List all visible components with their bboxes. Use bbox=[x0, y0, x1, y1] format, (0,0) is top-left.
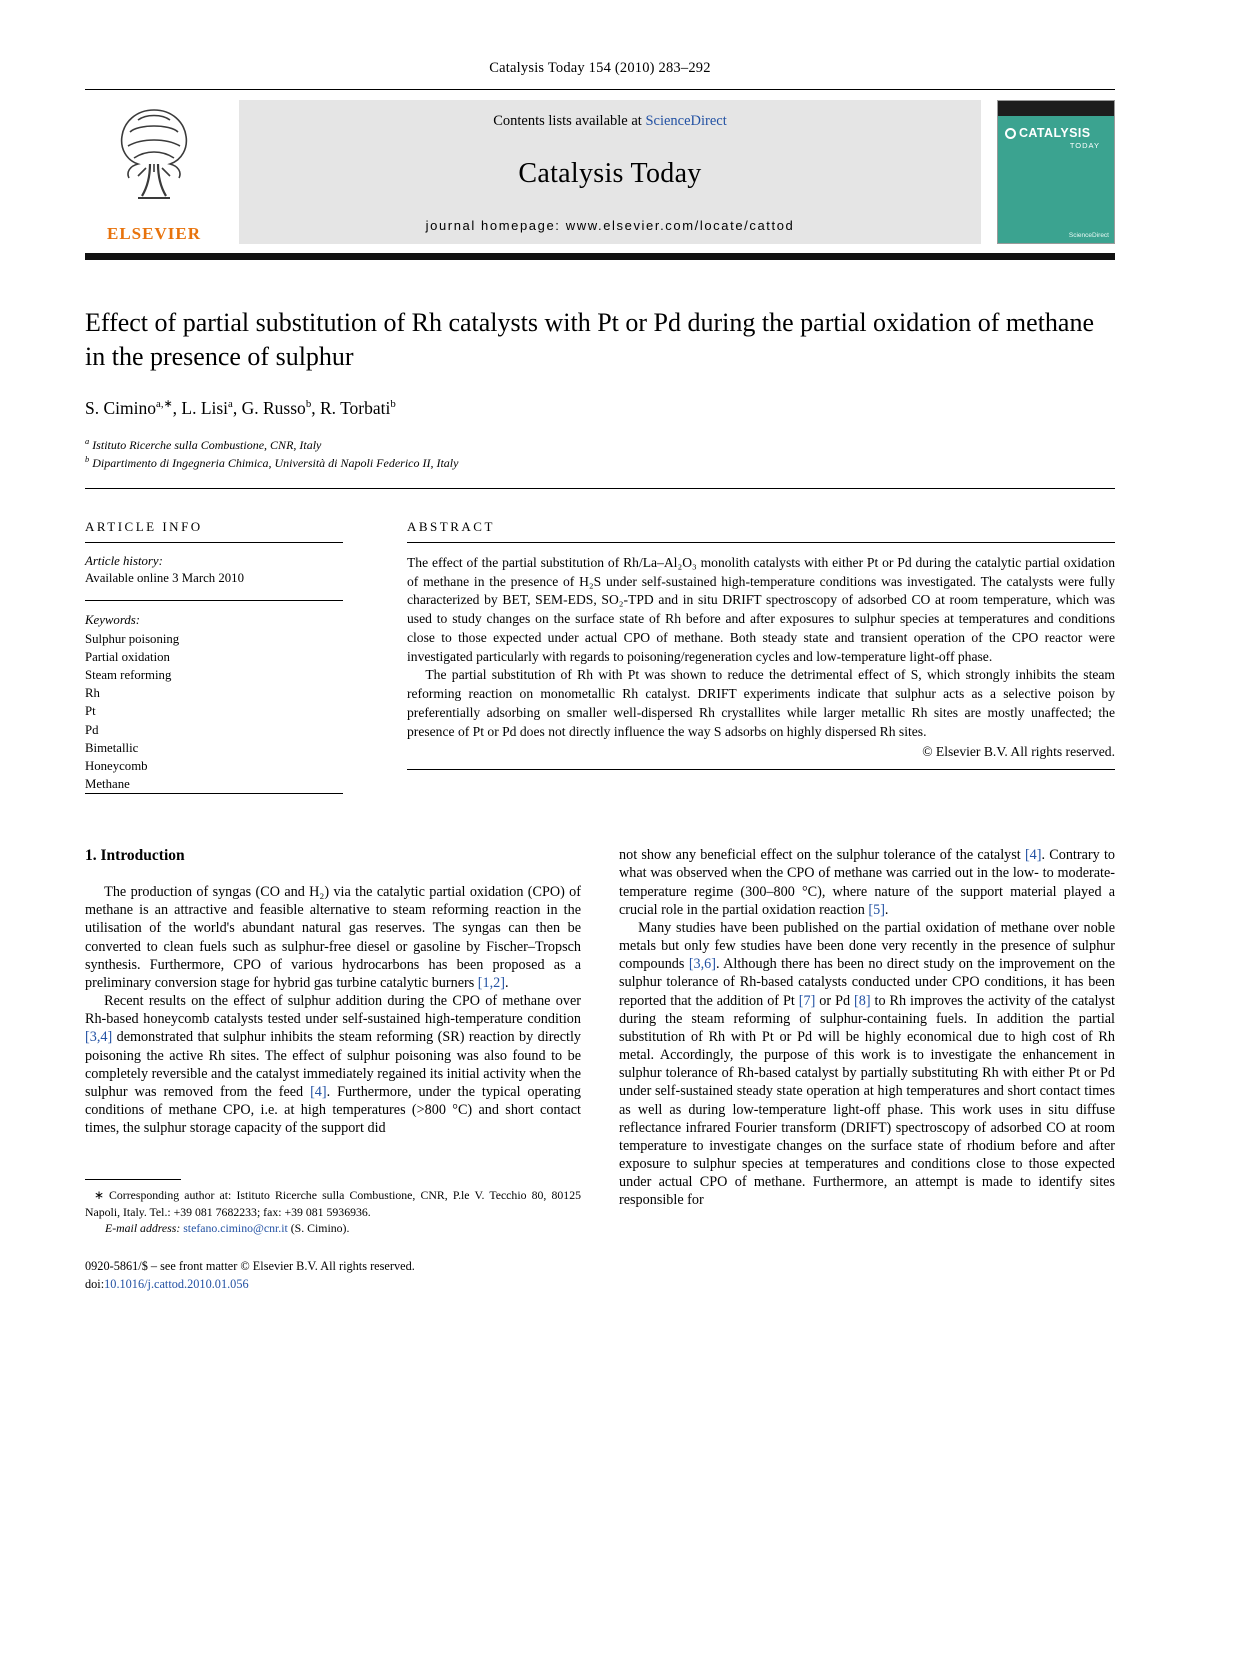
homepage-line bbox=[247, 218, 973, 233]
citation-link[interactable]: [4] bbox=[310, 1083, 327, 1100]
journal-citation: Catalysis Today 154 (2010) 283–292 bbox=[489, 60, 711, 76]
header-divider-bar bbox=[85, 253, 1115, 260]
article-body bbox=[85, 846, 1115, 1294]
keyword: Pt bbox=[85, 704, 96, 719]
sciencedirect-link[interactable]: ScienceDirect bbox=[645, 113, 727, 129]
citation-link[interactable]: [8] bbox=[854, 992, 871, 1009]
abstract-column bbox=[407, 519, 1115, 794]
affiliation-divider bbox=[85, 488, 1115, 489]
affiliation: $^b$ Dipartimento di Ingegneria Chimica, Università di Napoli Federico II, Italy bbox=[85, 455, 459, 471]
affiliation: $^a$ Istituto Ricerche sulla Combustione, CNR, Italy bbox=[85, 436, 322, 452]
author-list bbox=[85, 398, 1115, 419]
body-column-left bbox=[85, 846, 581, 1294]
citation-link[interactable]: [3,6] bbox=[688, 956, 716, 973]
abstract-bottom-rule bbox=[407, 769, 1115, 770]
keyword: Rh bbox=[85, 686, 100, 701]
footnote-rule bbox=[85, 1179, 181, 1180]
elsevier-logo[interactable] bbox=[85, 100, 223, 244]
author: S. Cimino$^{a,∗}$, bbox=[85, 397, 182, 418]
email-link[interactable]: stefano.cimino@cnr.it bbox=[183, 1220, 288, 1235]
abstract-paragraph: The partial substitution of Rh with Pt was shown to reduce the detrimental effect of S, which strongly inhibits the steam reforming reaction on monometallic Rh catalyst. DRIFT experiments indicate that sulphur acts as a selective poison by preferentially adsorbing on smaller well-dispersed Rh crystallites while larger metallic Rh sites are mostly unaffected; the presence of Pt or Pd does not directly influence the way S adsorbs on highly dispersed Rh sites. bbox=[407, 667, 1115, 739]
footnote-block bbox=[85, 1179, 581, 1236]
article-title: Effect of partial substitution of Rh catalysts with Pt or Pd during the partial oxidation of methane in the presence of sulphur bbox=[85, 308, 1094, 372]
issn-line: 0920-5861/$ – see front matter © Elsevier B.V. All rights reserved. bbox=[85, 1259, 415, 1274]
info-abstract-section bbox=[85, 519, 1115, 794]
affiliation-list bbox=[85, 436, 1115, 473]
keyword: Methane bbox=[85, 777, 130, 792]
keyword: Sulphur poisoning bbox=[85, 631, 180, 646]
author-superscript: a bbox=[228, 397, 233, 410]
doi-line bbox=[85, 1276, 581, 1294]
article-info-heading: ARTICLE INFO bbox=[85, 518, 203, 534]
doi-label: doi: bbox=[85, 1277, 105, 1292]
journal-cover-thumbnail[interactable] bbox=[997, 100, 1115, 244]
email-label: E-mail address: bbox=[105, 1220, 181, 1235]
info-bottom-rule bbox=[85, 793, 343, 794]
journal-title: Catalysis Today bbox=[518, 158, 702, 189]
cover-top-strip bbox=[998, 101, 1114, 116]
email-suffix: (S. Cimino). bbox=[287, 1220, 350, 1235]
publication-footer bbox=[85, 1258, 581, 1294]
author-superscript: a,∗ bbox=[156, 397, 173, 410]
citation-link[interactable]: [7] bbox=[798, 992, 816, 1009]
info-divider bbox=[85, 600, 343, 601]
keyword: Bimetallic bbox=[85, 740, 139, 755]
abstract-heading: ABSTRACT bbox=[407, 518, 495, 534]
author: L. Lisi$^a$, bbox=[181, 397, 242, 418]
author-superscript: b bbox=[305, 397, 312, 410]
cover-ring-icon bbox=[1005, 128, 1016, 139]
keyword: Pd bbox=[85, 722, 99, 737]
paragraph: Many studies have been published on the partial oxidation of methane over noble metals but only few studies have been done very recently in the presence of sulphur compounds [3,6]. Although there has been no direct study on the improvement on the sulphur tolerance of Rh-based catalysts conducted under CPO conditions, it has been reported that the addition of Pt [7] or Pd [8] to Rh improves the activity of the catalyst during the steam reforming of sulphur-containing fuels. In addition the partial substitution of Rh with Pt or Pd will be highly economical due to high cost of Rh metal. Accordingly, the purpose of this work is to investigate the enhancement in sulphur tolerance of Rh-based catalyst by partially substituting Rh with either Pt or Pd under self-sustained steady state operation at high temperatures and short contact times as well as during low-temperature light-off phase. This work uses in situ diffuse reflectance infrared Fourier transform (DRIFT) spectroscopy of adsorbed CO at room temperature to investigate changes on the surface state of rhodium before and after exposure to sulphur species at temperatures and conditions close to those expected under actual CPO of methane. Furthermore, an attempt is made to identify sites responsible for bbox=[619, 919, 1115, 1209]
homepage-label: journal homepage: bbox=[425, 218, 566, 233]
article-history-label: Article history: bbox=[85, 553, 163, 568]
author-superscript: b bbox=[390, 397, 396, 410]
homepage-url-link[interactable]: www.elsevier.com/locate/cattod bbox=[565, 218, 795, 233]
keyword: Partial oxidation bbox=[85, 649, 170, 664]
article-info-column bbox=[85, 519, 343, 794]
body-column-right bbox=[619, 846, 1115, 1294]
article-page bbox=[85, 0, 1115, 1294]
elsevier-tree-icon bbox=[108, 102, 200, 206]
heading-rule bbox=[407, 542, 1115, 543]
citation-link[interactable]: [5] bbox=[868, 901, 885, 918]
cover-title-text: CATALYSIS bbox=[1019, 126, 1091, 140]
journal-header bbox=[85, 100, 1115, 244]
author: G. Russo$^b$, bbox=[241, 397, 320, 418]
keyword: Steam reforming bbox=[85, 668, 172, 683]
paragraph: The production of syngas (CO and H₂) via the catalytic partial oxidation (CPO) of methane is an attractive and feasible alternative to steam reforming reaction in the utilisation of the world's abundant natural gas reserves. The syngas can then be converted to clean fuels such as sulphur-free diesel or gasoline by Fischer–Tropsch synthesis. Furthermore, CPO of various hydrocarbons has been proposed as a preliminary conversion stage for hybrid gas turbine catalytic burners [1,2]. bbox=[85, 884, 581, 991]
copyright-line: © Elsevier B.V. All rights reserved. bbox=[922, 744, 1115, 760]
article-history-value: Available online 3 March 2010 bbox=[85, 570, 244, 585]
author: R. Torbati$^b$ bbox=[319, 397, 396, 418]
abstract-paragraph: The effect of the partial substitution of Rh/La–Al₂O₃ monolith catalysts with either Pt or Pd during the catalytic partial oxidation of methane in the presence of H₂S under self-sustained high-temperature conditions was investigated. The catalysts were fully characterized by BET, SEM-EDS, SO₂-TPD and in situ DRIFT spectroscopy of adsorbed CO at room temperature, which was used to study changes on the surface state of Rh before and after exposures to sulphur species at temperatures and conditions close to those expected under actual CPO of methane. Both steady state and transient operation of the CPO reactor were investigated particularly with regards to poisoning/regeneration cycles and low-temperature light-off phase. bbox=[407, 554, 1115, 664]
citation-link[interactable]: [1,2] bbox=[477, 974, 505, 991]
introduction-heading: 1. Introduction bbox=[85, 847, 185, 865]
doi-link[interactable]: 10.1016/j.cattod.2010.01.056 bbox=[104, 1277, 249, 1292]
heading-rule bbox=[85, 542, 343, 543]
paragraph: not show any beneficial effect on the sulphur tolerance of the catalyst [4]. Contrary to what was observed when the CPO of methane was carried out in the low- to moderate-temperature regime (300–800 °C), where nature of the support material played a crucial role in the partial oxidation reaction [5]. bbox=[619, 847, 1115, 918]
elsevier-wordmark: ELSEVIER bbox=[107, 224, 201, 243]
paragraph: Recent results on the effect of sulphur addition during the CPO of methane over Rh-based honeycomb catalysts tested under self-sustained high-temperature condition [3,4] demonstrated that sulphur inhibits the steam reforming (SR) reaction by directly poisoning the active Rh sites. The effect of sulphur poisoning was also found to be completely reversible and the catalyst immediately regained its initial activity when the sulphur was removed from the feed [4]. Furthermore, under the typical operating conditions of methane CPO, i.e. at high temperatures (>800 °C) and short contact times, the sulphur storage capacity of the support did bbox=[85, 993, 582, 1137]
top-divider bbox=[85, 89, 1115, 90]
cover-bottom-text: ScienceDirect bbox=[1068, 232, 1109, 239]
citation-link[interactable]: [4] bbox=[1024, 847, 1042, 864]
email-line bbox=[85, 1220, 581, 1236]
journal-banner bbox=[239, 100, 981, 244]
keywords-label: Keywords: bbox=[85, 612, 140, 627]
cover-subtitle-text: TODAY bbox=[1069, 141, 1100, 150]
contents-prefix: Contents lists available at bbox=[493, 113, 646, 129]
corresponding-author-note: ∗ Corresponding author at: Istituto Ricerche sulla Combustione, CNR, P.le V. Tecchio 80, 80125 Napoli, Italy. Tel.: +39 081 7682233; fax: +39 081 5936936. bbox=[85, 1188, 581, 1219]
cover-body bbox=[998, 116, 1114, 150]
contents-line bbox=[247, 113, 973, 130]
citation-link[interactable]: [3,4] bbox=[85, 1029, 113, 1046]
keyword: Honeycomb bbox=[85, 758, 148, 773]
